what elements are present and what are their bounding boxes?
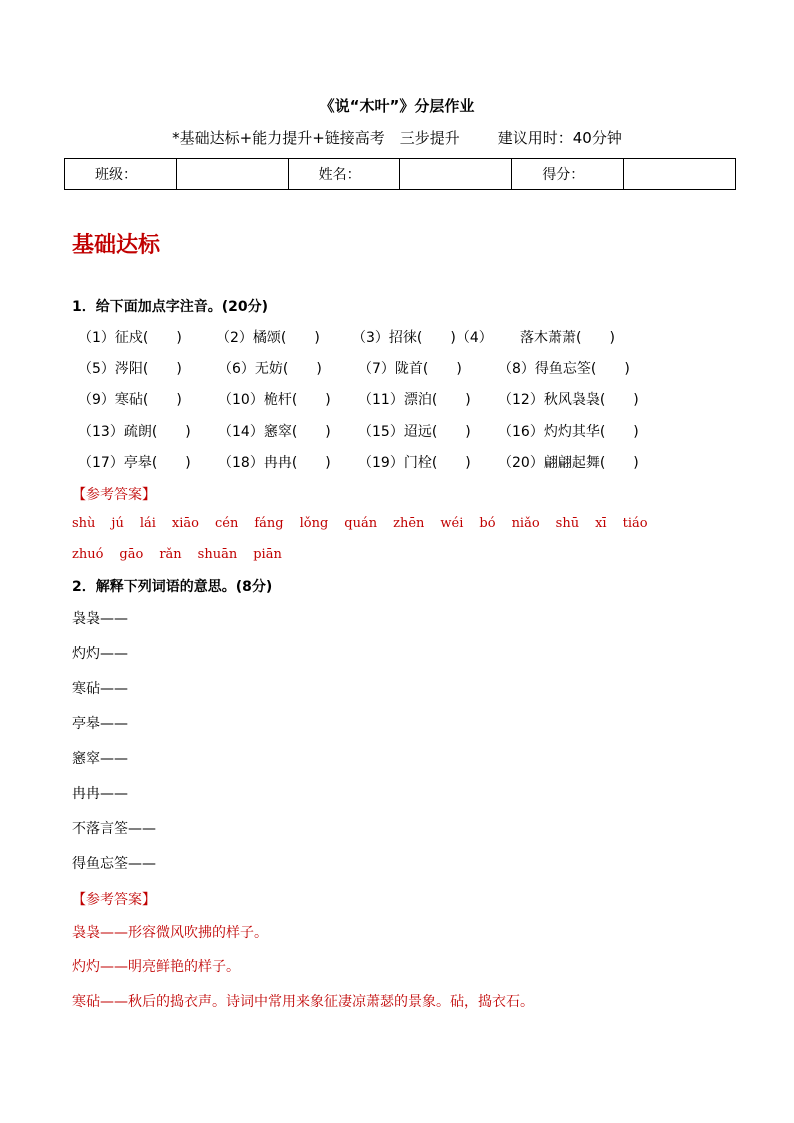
- document-subtitle: [0, 127, 794, 148]
- pinyin: zhēn: [393, 516, 425, 531]
- class-label: 班级：: [65, 159, 177, 190]
- question-1-row: [78, 421, 738, 441]
- pinyin: gāo: [119, 547, 144, 562]
- pinyin: jú: [111, 516, 124, 531]
- term-item: 灼灼——: [72, 646, 128, 662]
- pinyin: shū: [555, 516, 580, 531]
- score-field: [624, 159, 736, 190]
- question-1-row: [78, 358, 738, 378]
- pinyin: rǎn: [159, 547, 182, 562]
- item: （8）得鱼忘筌( ): [498, 361, 630, 377]
- item: （10）桅杆( ): [218, 392, 331, 408]
- question-1-title: 1．给下面加点字注音。(20分): [72, 299, 269, 315]
- pinyin: lǒng: [299, 516, 329, 531]
- item: （20）翩翩起舞( ): [498, 455, 639, 471]
- item: （19）门栓( ): [358, 455, 471, 471]
- term-item: 不落言筌——: [72, 821, 156, 837]
- pinyin: bó: [479, 516, 496, 531]
- document-title: 《说“木叶”》分层作业: [319, 97, 475, 115]
- pinyin-answers-line-1: [72, 516, 752, 531]
- definition-answer: 袅袅——形容微风吹拂的样子。: [72, 925, 268, 941]
- item: （3）招徕( )（4）: [352, 330, 493, 346]
- answer-tag: 【参考答案】: [72, 892, 156, 908]
- term-item: 寒砧——: [72, 681, 128, 697]
- item: （14）窸窣( ): [218, 424, 331, 440]
- question-1-row: [78, 389, 738, 409]
- item: （17）亭皋( ): [78, 455, 191, 471]
- answer-tag: 【参考答案】: [72, 487, 156, 503]
- term-item: 亭皋——: [72, 716, 128, 732]
- item: （9）寒砧( ): [78, 392, 182, 408]
- term-item: 袅袅——: [72, 611, 128, 627]
- term-item: 窸窣——: [72, 751, 128, 767]
- pinyin: piān: [253, 547, 282, 562]
- subtitle-steps: *基础达标+能力提升+链接高考 三步提升: [172, 129, 460, 147]
- score-label: 得分：: [512, 159, 624, 190]
- item: （2）橘颂( ): [216, 330, 320, 346]
- term-item: 冉冉——: [72, 786, 128, 802]
- item: （13）疏朗( ): [78, 424, 191, 440]
- definition-answer: 寒砧——秋后的捣衣声。诗词中常用来象征凄凉萧瑟的景象。砧，捣衣石。: [72, 994, 534, 1010]
- section-title: 基础达标: [72, 233, 161, 258]
- pinyin: wéi: [440, 516, 464, 531]
- pinyin: zhuó: [72, 547, 104, 562]
- item: （12）秋风袅袅( ): [498, 392, 639, 408]
- item: （6）无妨( ): [218, 361, 322, 377]
- item: （15）迢远( ): [358, 424, 471, 440]
- item: （1）征戍( ): [78, 330, 182, 346]
- pinyin: fáng: [254, 516, 284, 531]
- pinyin: cén: [214, 516, 239, 531]
- item: 落木萧萧( ): [520, 330, 615, 346]
- question-2-title: 2．解释下列词语的意思。(8分): [72, 579, 273, 595]
- pinyin: shù: [72, 516, 96, 531]
- question-1-row: [78, 327, 738, 347]
- name-label: 姓名：: [288, 159, 400, 190]
- pinyin: quán: [344, 516, 378, 531]
- item: （5）涔阳( ): [78, 361, 182, 377]
- pinyin: shuān: [197, 547, 238, 562]
- item: （18）冉冉( ): [218, 455, 331, 471]
- name-field: [400, 159, 512, 190]
- item: （11）漂泊( ): [358, 392, 471, 408]
- student-info-table: [64, 158, 736, 190]
- term-item: 得鱼忘筌——: [72, 856, 156, 872]
- pinyin: lái: [139, 516, 156, 531]
- pinyin: tiáo: [622, 516, 648, 531]
- item: （7）陇首( ): [358, 361, 462, 377]
- item: （16）灼灼其华( ): [498, 424, 639, 440]
- question-1-row: [78, 452, 738, 472]
- pinyin: xī: [595, 516, 607, 531]
- pinyin-answers-line-2: [72, 547, 752, 562]
- pinyin: xiāo: [171, 516, 199, 531]
- definition-answer: 灼灼——明亮鲜艳的样子。: [72, 959, 240, 975]
- pinyin: niǎo: [511, 516, 540, 531]
- subtitle-time: 建议用时：40分钟: [497, 129, 622, 147]
- class-field: [176, 159, 288, 190]
